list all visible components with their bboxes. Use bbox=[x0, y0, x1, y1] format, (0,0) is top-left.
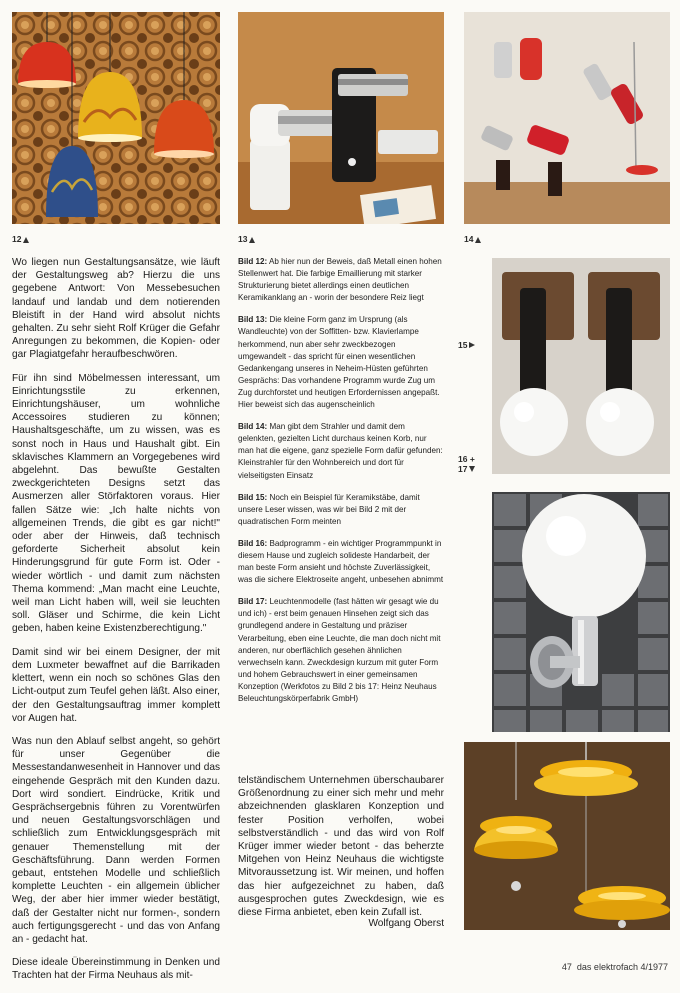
up-arrow-icon bbox=[23, 237, 29, 243]
body-paragraph: Wo liegen nun Gestaltungsansätze, wie läuft der Gestaltungsweg ab? Hierzu die uns gegebene Antwort: Von Messebesuchen landauf und landab und dem notierenden Bleistift in der Hand wird absolut nichts gehalten. Zu sehr sieht Rolf Krüger die Gefahr Anregungen zu bekommen, die Kopien- oder gar Plagiatgefahr heraufbeschwören. bbox=[12, 257, 220, 361]
magazine-issue: das elektrofach 4/1977 bbox=[576, 962, 668, 972]
body-paragraph: Für ihn sind Möbelmessen interessant, um Einrichtungsstile zu erkennen, Einrichtungshäuser, um wohnliche Accessoires studieren zu können; Haushaltsgeschäfte, um zu wissen, was es sonst noch in Haus und Haushalt gibt. Ein sklavisches Klammern an Vorgegebenes wird abgelehnt. Das bewußte Gestalten zweckgerichteten Designs setzt das Ausmerzen aller Störfaktoren voraus. Hier fallen Sätze wie: „Ich halte nichts von allgemeinen Trends, die gibt es gar nicht!" oder aber der Hinweis, daß technisch geforderte Sicherheit absolut kein Hinderungsgrund für gute Form ist. Oder - wieder wörtlich - und damit zum nächsten Thema kommend: „Man macht eine Leuchte, weil man Licht haben will, weil sie leuchten soll. Gläser und Schirme, die kein Licht geben, haben keine Existenzberechtigung." bbox=[12, 372, 220, 635]
caption-bild-17: Bild 17: Leuchtenmodelle (fast hätten wir gesagt wie du und ich) - erst beim genauen Hinsehen zeigt sich das grundlegend andere in Gestaltung und präziser Verarbeitung, eben eine Leuchte, die man doch nicht mit anderen, nur oberflächlich gesehen ähnlichen verwechseln kann. Zweckdesign kurzum mit guter Form und hohem Gebrauchswert in einer gemeinsamen Konzeption (Werkfotos zu Bild 2 bis 17: Heinz Neuhaus Beleuchtungskörperfabrik GmbH) bbox=[238, 597, 441, 703]
up-arrow-icon bbox=[249, 237, 255, 243]
photo-bild-17 bbox=[464, 742, 670, 930]
body-paragraph: Damit sind wir bei einem Designer, der mit dem Luxmeter bewaffnet auf die Barrikaden klettert, wenn ein noch so schönes Glas den Licht-output zum Teufel gehen läßt. Also einer, der den Gestaltungsauftrag immer komplett vor Augen hat. bbox=[12, 646, 220, 724]
caption-bild-15: Bild 15: Noch ein Beispiel für Keramikstäbe, damit unsere Leser wissen, was wir bei Bild 2 mit der quadratischen Form meinten bbox=[238, 492, 420, 526]
page-number: 47 bbox=[561, 962, 572, 972]
photo-bild-15 bbox=[492, 258, 670, 474]
page-footer bbox=[562, 962, 668, 972]
photo-bild-14 bbox=[464, 12, 670, 224]
figure-captions-column bbox=[238, 256, 444, 715]
caption-bild-16: Bild 16: Badprogramm - ein wichtiger Programmpunkt in diesem Hause und zugleich solideste Handarbeit, der man beste Form ansieht und höchste Zuverlässigkeit, was die sichere Elektroseite angeht, unbesehen abnimmt bbox=[238, 538, 444, 585]
photo-bild-12 bbox=[12, 12, 220, 224]
plus-icon: + bbox=[469, 454, 475, 464]
caption-fig-15: 15 bbox=[458, 340, 475, 350]
right-arrow-icon bbox=[469, 342, 475, 348]
caption-fig-12: 12 bbox=[12, 234, 29, 244]
up-arrow-icon bbox=[475, 237, 481, 243]
caption-fig-16-17: 16 + 17 bbox=[458, 454, 475, 474]
body-column-1 bbox=[12, 256, 220, 993]
photo-bild-13 bbox=[238, 12, 444, 224]
caption-fig-13: 13 bbox=[238, 234, 255, 244]
body-paragraph: Diese ideale Übereinstimmung in Denken und Trachten hat der Firma Neuhaus als mit- bbox=[12, 957, 220, 982]
photo-bild-16 bbox=[492, 492, 670, 732]
caption-bild-12: Bild 12: Ab hier nun der Beweis, daß Metall einen hohen Stellenwert hat. Die farbige Emaillierung mit starker Strukturierung bietet allerdings einen deutlichen Keramikanklang an - worin der besondere Reiz liegt bbox=[238, 257, 442, 303]
body-paragraph: Was nun den Ablauf selbst angeht, so gehört für unser Gegenüber die Messestandanwesenheit in Hannover und das eingehende Gespräch mit den Kunden dazu. Dort wird sondiert. Eindrücke, Kritik und Gesprächsergebnis führen zu Vorentwürfen und neuen Gestaltungsvorschlägen und schließlich zum Entwicklungsgespräch mit genauer Themenstellung mit der Geschäftsführung. Dann werden Formen gebaut, entstehen Modelle und schließlich komplette Leuchten - ein allgemein üblicher Weg, der aber hier immer wieder bestätigt, daß der Gestalter nicht nur formen-, sondern auch fertigungsgerecht - und das von Anfang an - gedacht hat. bbox=[12, 735, 220, 945]
body-paragraph: telständischem Unternehmen überschaubarer Größenordnung zu einer sich mehr und mehr abzeichnenden glasklaren Konzeption und fester Position verholfen, wobei selbstverständlich - und das wird von Rolf Krüger immer wieder betont - das beherzte Mitgehen von Heinz Neuhaus die wichtigste Mitvoraussetzung ist. Wir meinen, und hoffen das hier aufgezeichnet zu haben, daß ausgesprochen gutes Zweckdesign, wie es diese Firma anbietet, eben kein Zufall ist. bbox=[238, 775, 444, 919]
down-arrow-icon bbox=[469, 466, 475, 472]
author-signature: Wolfgang Oberst bbox=[368, 918, 444, 930]
caption-bild-14: Bild 14: Man gibt dem Strahler und damit dem gelenkten, gezielten Licht durchaus keinen Korb, nur man hat die eigene, ganz spezielle Form dafür gefunden: Kleinstrahler für den Wohnbereich und dort für vielseitigsten Einsatz bbox=[238, 422, 443, 480]
body-column-2 bbox=[238, 774, 444, 930]
caption-bild-13: Bild 13: Die kleine Form ganz im Ursprung (als Wandleuchte) von der Soffitten- bzw. Klavierlampe herkommend, nun aber sehr zweckbezogen umgewandelt - das spricht für einen wesentlichen Gedankengang unseres in Neheim-Hüsten geführten Gesprächs: Das vorhandene Programm wurde Zug um Zug durchforstet und heutigen Erfordernissen angepaßt. Hier beweist sich das augenscheinlich bbox=[238, 315, 440, 410]
caption-fig-14: 14 bbox=[464, 234, 481, 244]
